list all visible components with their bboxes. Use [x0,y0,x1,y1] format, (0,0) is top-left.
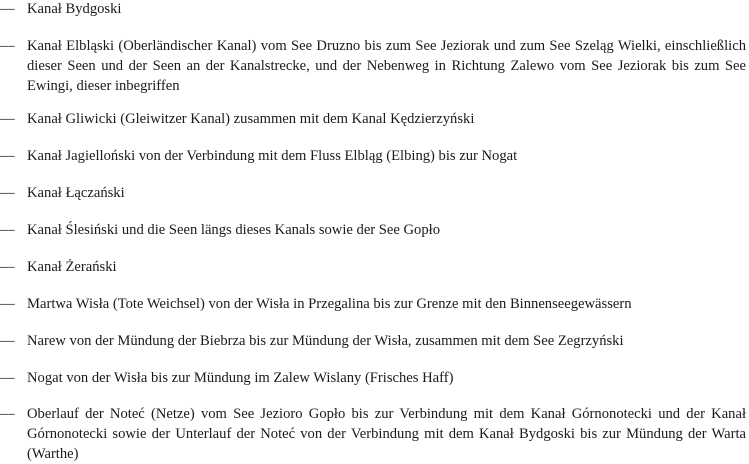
list-dash: — [0,222,15,238]
list-item [0,146,746,166]
list-dash: — [0,1,15,17]
list-item [0,109,746,129]
list-dash: — [0,296,15,312]
list-item-text: Kanał Łączański [27,185,125,201]
list-item [0,183,746,203]
list-item-text: Oberlauf der Noteć (Netze) vom See Jezioro Gopło bis zur Verbindung mit dem Kanał Górnonotecki und der Kanał Górnonotecki sowie der Unterlauf der Noteć von der Verbindung mit dem Kanał Bydgoski bis zur Mündung der Warta (Warthe) [27,406,746,462]
list-dash: — [0,38,15,54]
list-item-text: Kanał Gliwicki (Gleiwitzer Kanal) zusammen mit dem Kanal Kędzierzyński [27,111,475,127]
list-item-text: Kanał Elbląski (Oberländischer Kanal) vom See Druzno bis zum See Jeziorak und zum See Szeląg Wielki, einschließlich dieser Seen und der Seen an der Kanalstrecke, und der Nebenweg in Richtung Zalewo vom See Jeziorak bis zum See Ewingi, dieser inbegriffen [27,38,746,94]
list-item [0,294,746,314]
list-item [0,0,746,19]
list-item-text: Kanał Bydgoski [27,1,122,17]
list-item [0,404,746,464]
list-dash: — [0,148,15,164]
list-item-text: Kanał Jagielloński von der Verbindung mit dem Fluss Elbląg (Elbing) bis zur Nogat [27,148,518,164]
list-item [0,368,746,388]
list-item-text: Kanał Żerański [27,259,117,275]
list-item-text: Kanał Ślesiński und die Seen längs dieses Kanals sowie der See Gopło [27,222,441,238]
list-item-text: Narew von der Mündung der Biebrza bis zur Mündung der Wisła, zusammen mit dem See Zegrzyński [27,333,624,349]
list-item-text: Martwa Wisła (Tote Weichsel) von der Wisła in Przegalina bis zur Grenze mit den Binnenseegewässern [27,296,632,312]
list-item [0,257,746,277]
list-dash: — [0,370,15,386]
list-item [0,36,746,96]
list-item [0,331,746,351]
list-item [0,220,746,240]
list-dash: — [0,406,15,422]
list-item-text: Nogat von der Wisła bis zur Mündung im Zalew Wislany (Frisches Haff) [27,370,454,386]
list-dash: — [0,333,15,349]
list-dash: — [0,111,15,127]
list-dash: — [0,185,15,201]
list-dash: — [0,259,15,275]
